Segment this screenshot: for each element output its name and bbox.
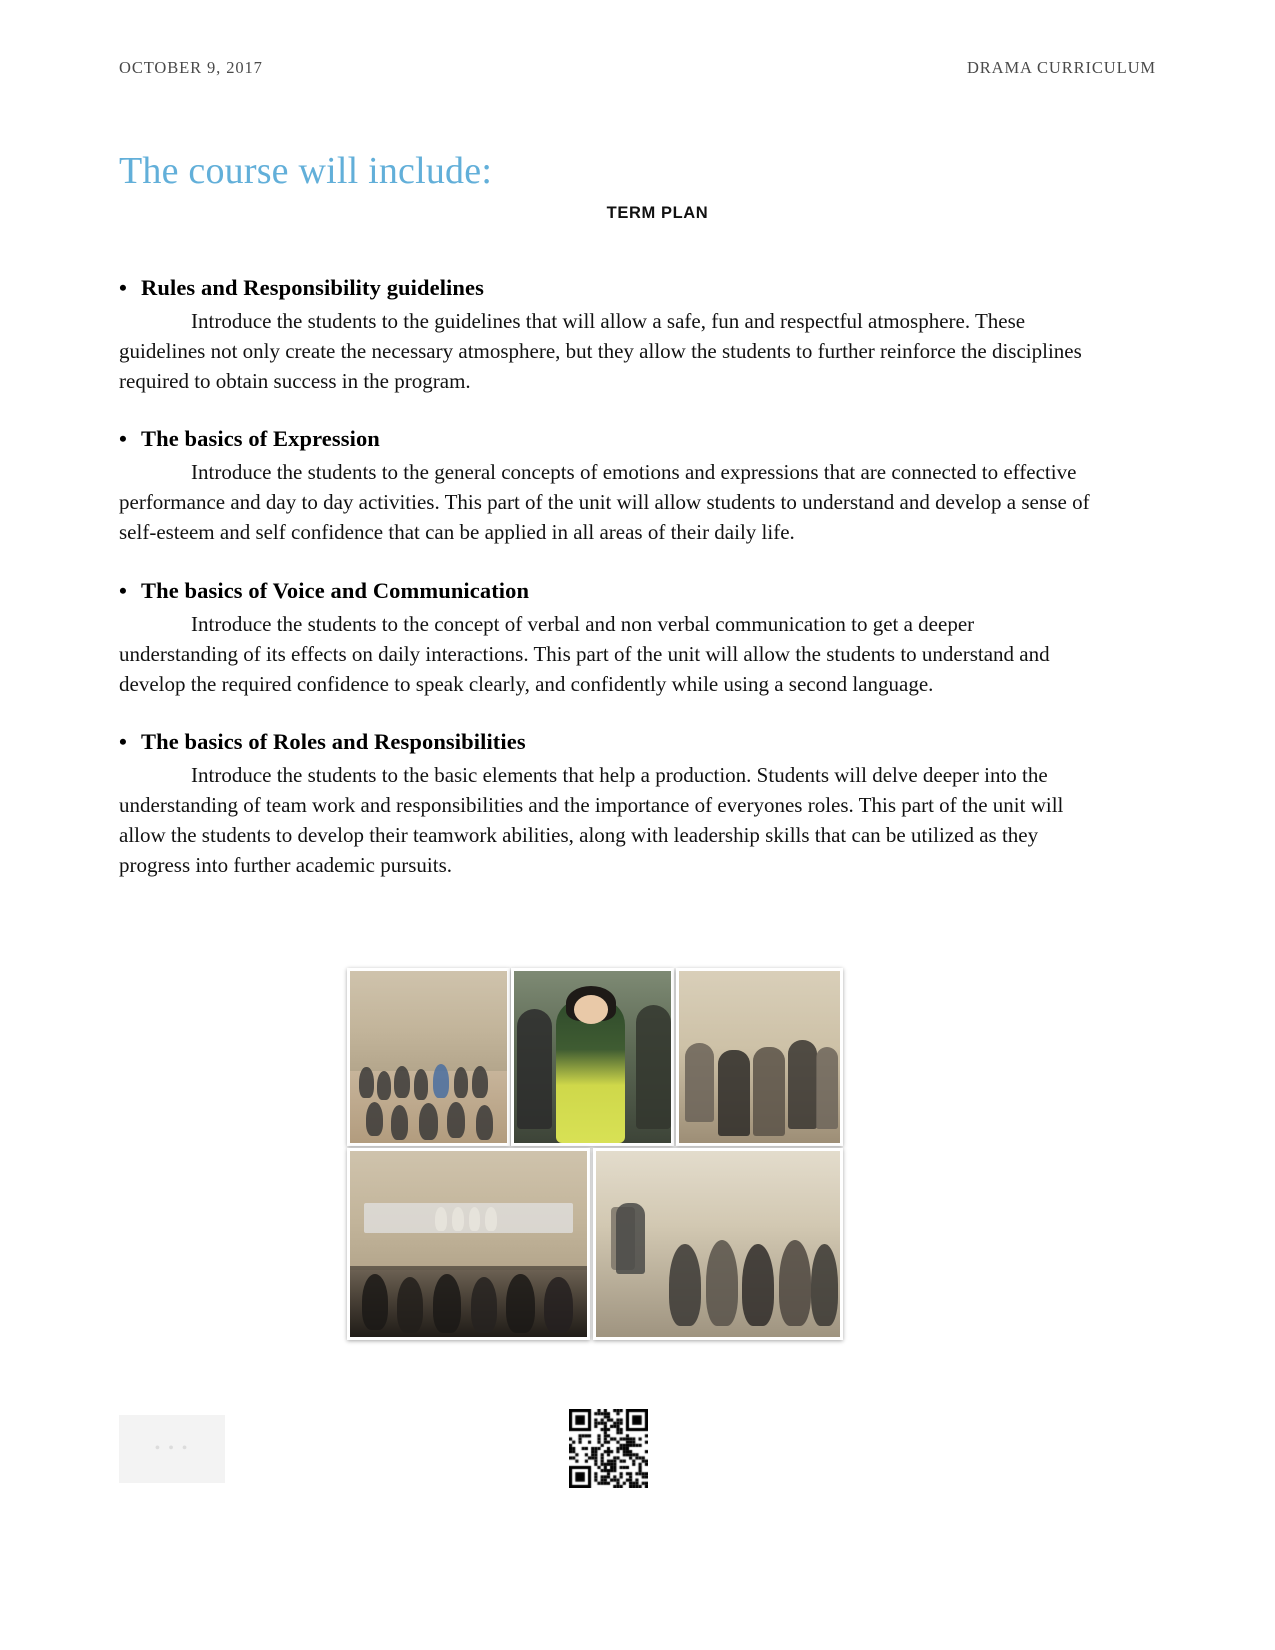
section-heading-text: Rules and Responsibility guidelines [141,275,484,300]
bullet-icon: • [119,729,127,755]
qr-code-icon[interactable] [566,1406,651,1491]
section-basics-of-roles-and-responsibilities [119,729,1094,880]
photo-auditorium-performance [347,1148,590,1340]
section-rules-and-responsibility [119,275,1094,396]
page-title: The course will include: [119,150,493,193]
term-plan-label: TERM PLAN [606,204,709,222]
section-paragraph: Introduce the students to the basic elements that help a production. Students will delve deeper into the understanding of team work and responsibilities and the importance of everyones roles. This part of the unit will allow the students to develop their teamwork abilities, along with leadership skills that can be utilized as they progress into further academic pursuits. [119,763,1064,877]
footer-page-mark: • • • [154,1440,190,1457]
bullet-icon: • [119,275,127,300]
bullet-icon: • [119,426,127,452]
photo-student-in-costume [511,968,674,1146]
section-basics-of-voice-and-communication [119,578,1094,699]
header-document-title: DRAMA CURRICULUM [966,58,1156,77]
photo-hall-students-seated [347,968,510,1146]
document-header [119,58,1156,78]
section-paragraph: Introduce the students to the guidelines that will allow a safe, fun and respectful atmosphere. These guidelines not only create the necessary atmosphere, but they allow the students to further reinforce the disciplines required to obtain success in the program. [119,309,1082,393]
document-body [119,275,1094,885]
section-basics-of-expression [119,426,1094,547]
photo-collage [347,968,843,1340]
bullet-icon: • [119,577,127,603]
section-heading-text: The basics of Roles and Responsibilities [141,729,526,755]
section-heading-text: The basics of Voice and Communication [141,577,530,603]
section-heading [119,578,1094,604]
section-heading-text: The basics of Expression [141,426,380,452]
photo-classroom-group-seated [593,1148,843,1340]
section-paragraph: Introduce the students to the concept of verbal and non verbal communication to get a deeper understanding of its effects on daily interactions. This part of the unit will allow the students to understand and develop the required confidence to speak clearly, and confidently while using a second language. [119,611,1050,696]
footer-placeholder-box [119,1415,225,1483]
section-heading [119,729,1094,755]
section-heading [119,426,1094,452]
photo-classroom-students-peace-sign [676,968,843,1146]
section-heading [119,275,1094,301]
section-paragraph: Introduce the students to the general concepts of emotions and expressions that are connected to effective performance and day to day activities. This part of the unit will allow students to understand and develop a sense of self-esteem and self confidence that can be applied in all areas of their daily life. [119,460,1090,545]
header-date: OCTOBER 9, 2017 [119,58,263,77]
